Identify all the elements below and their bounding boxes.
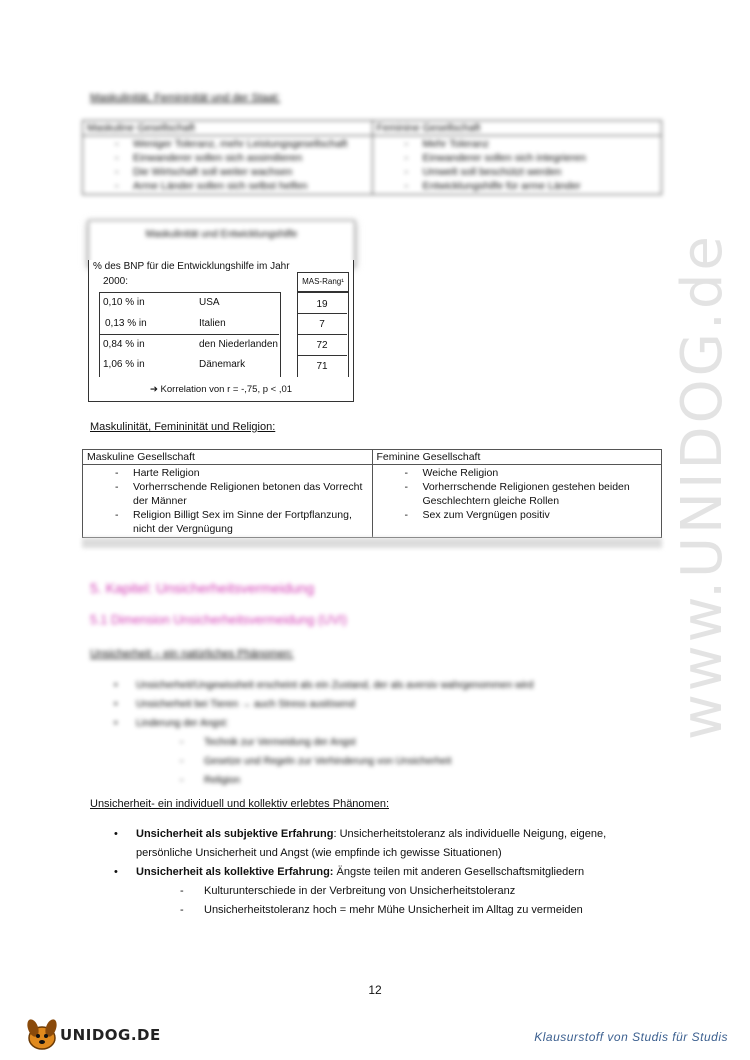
chapter-title: 5. Kapitel: Unsicherheitsvermeidung: [90, 580, 315, 596]
bullet-bold: Unsicherheit als kollektive Erfahrung:: [136, 866, 334, 878]
excerpt-caption-line2: 2000:: [103, 276, 129, 287]
excerpt-correlation: ➔ Korrelation von r = -,75, p < ,01: [149, 384, 293, 395]
list-item: - Die Wirtschaft soll weiter wachsen: [115, 165, 368, 179]
list-item: - Harte Religion: [115, 466, 368, 480]
row-country: Italien: [199, 318, 226, 329]
list-item: - Arme Länder sollen sich selbst helfen: [115, 179, 368, 193]
excerpt-body: [88, 260, 354, 402]
list-item: • Unsicherheit/Ungewissheit erscheint als ein Zustand, der als aversiv wahrgenommen wird: [114, 676, 630, 695]
section4-sub-list: [136, 882, 650, 920]
excerpt-title: Maskulinität und Entwicklungshilfe: [145, 229, 298, 240]
rank-header: MAS-Rang¹: [297, 272, 349, 292]
dog-icon: [22, 1012, 62, 1052]
rank-divider: [297, 313, 347, 314]
list-item: - Unsicherheitstoleranz hoch = mehr Mühe Unsicherheit im Alltag zu vermeiden: [180, 901, 650, 920]
list-item: - Einwanderer sollen sich integrieren: [405, 151, 658, 165]
list-item: - Mehr Toleranz: [405, 137, 658, 151]
section4-heading: Unsicherheit- ein individuell und kollektiv erlebtes Phänomen:: [90, 798, 389, 810]
row-country: USA: [199, 297, 220, 308]
bullet-text: : Unsicherheitstoleranz als individuelle Neigung, eigene, persönliche Unsicherheit und Angst (wie empfinde ich gewisse Situationen): [136, 828, 607, 859]
list-item: - Weiche Religion: [405, 466, 658, 480]
section2-table: [82, 449, 662, 548]
section3-sub-list: [136, 733, 630, 790]
list-item: • Unsicherheit bei Tieren → auch Stress auslösend: [114, 695, 630, 714]
footer-slogan: Klausurstoff von Studis für Studis: [534, 1030, 728, 1044]
section1-col-left: Maskuline Gesellschaft: [83, 121, 373, 136]
list-item: [114, 863, 650, 920]
page-number: 12: [368, 983, 382, 997]
section1-left-list: [87, 137, 368, 193]
section3-body: [90, 676, 630, 790]
list-item: [114, 825, 650, 863]
excerpt-divider: [99, 334, 279, 335]
bullet-text: Ängste teilen mit anderen Gesellschaftsmitgliedern: [333, 866, 585, 878]
rank-divider: [297, 334, 347, 335]
list-item: - Gesetze und Regeln zur Verhinderung von Unsicherheit: [180, 752, 630, 771]
row-rank: 19: [316, 299, 328, 310]
section1-right-list: [377, 137, 658, 193]
bullet-bold: Unsicherheit als subjektive Erfahrung: [136, 828, 334, 840]
row-rank: 7: [319, 319, 325, 330]
row-rank: 72: [316, 340, 328, 351]
list-item: - Religion: [180, 771, 630, 790]
section4-bullets: [90, 825, 650, 920]
excerpt-figure: [88, 220, 353, 402]
row-pct: 1,06 % in: [103, 359, 145, 370]
row-country: Dänemark: [199, 359, 246, 370]
table-bottom-shadow: [82, 538, 662, 548]
chapter-subtitle: 5.1 Dimension Unsicherheitsvermeidung (UVI): [90, 613, 348, 627]
rank-divider: [297, 355, 347, 356]
section2-col-left: Maskuline Gesellschaft: [83, 450, 373, 465]
excerpt-caption-line1: % des BNP für die Entwicklungshilfe im Jahr: [93, 261, 290, 272]
row-pct: 0,84 % in: [103, 339, 145, 350]
list-item: - Religion Billigt Sex im Sinne der Fortpflanzung, nicht der Vergnügung: [115, 508, 368, 536]
list-item: - Vorherrschende Religionen gestehen beiden Geschlechtern gleiche Rollen: [405, 480, 658, 508]
watermark-text: www.UNIDOG.de: [670, 233, 735, 740]
section2-heading: Maskulinität, Femininität und Religion:: [90, 421, 276, 433]
row-country: den Niederlanden: [199, 339, 278, 350]
list-item: - Einwanderer sollen sich assimilieren: [115, 151, 368, 165]
logo-text: UNIDOG.DE: [60, 1026, 161, 1044]
list-item: - Vorherrschende Religionen betonen das Vorrecht der Männer: [115, 480, 368, 508]
section1-col-right: Feminine Gesellschaft: [372, 121, 662, 136]
list-item: [114, 714, 630, 790]
list-item: - Technik zur Vermeidung der Angst: [180, 733, 630, 752]
section2-left-list: [87, 466, 368, 536]
section3-bullets: [90, 676, 630, 790]
list-item: - Umwelt soll beschützt werden: [405, 165, 658, 179]
row-pct: 0,13 % in: [105, 318, 147, 329]
section2-right-list: [377, 466, 658, 522]
section3-heading: Unsicherheit – ein natürliches Phänomen:: [90, 648, 294, 660]
list-item-text: Linderung der Angst:: [136, 718, 229, 729]
list-item: - Entwicklungshilfe für arme Länder: [405, 179, 658, 193]
list-item: - Sex zum Vergnügen positiv: [405, 508, 658, 522]
section4-body: [90, 825, 650, 920]
section1-heading: Maskulinität, Femininität und der Staat:: [90, 92, 281, 104]
section2-col-right: Feminine Gesellschaft: [372, 450, 662, 465]
list-item: - Kulturunterschiede in der Verbreitung von Unsicherheitstoleranz: [180, 882, 650, 901]
footer-logo: [22, 1012, 162, 1052]
list-item: - Weniger Toleranz, mehr Leistungsgesellschaft: [115, 137, 368, 151]
row-rank: 71: [316, 361, 328, 372]
row-pct: 0,10 % in: [103, 297, 145, 308]
section1-table: [82, 120, 662, 195]
